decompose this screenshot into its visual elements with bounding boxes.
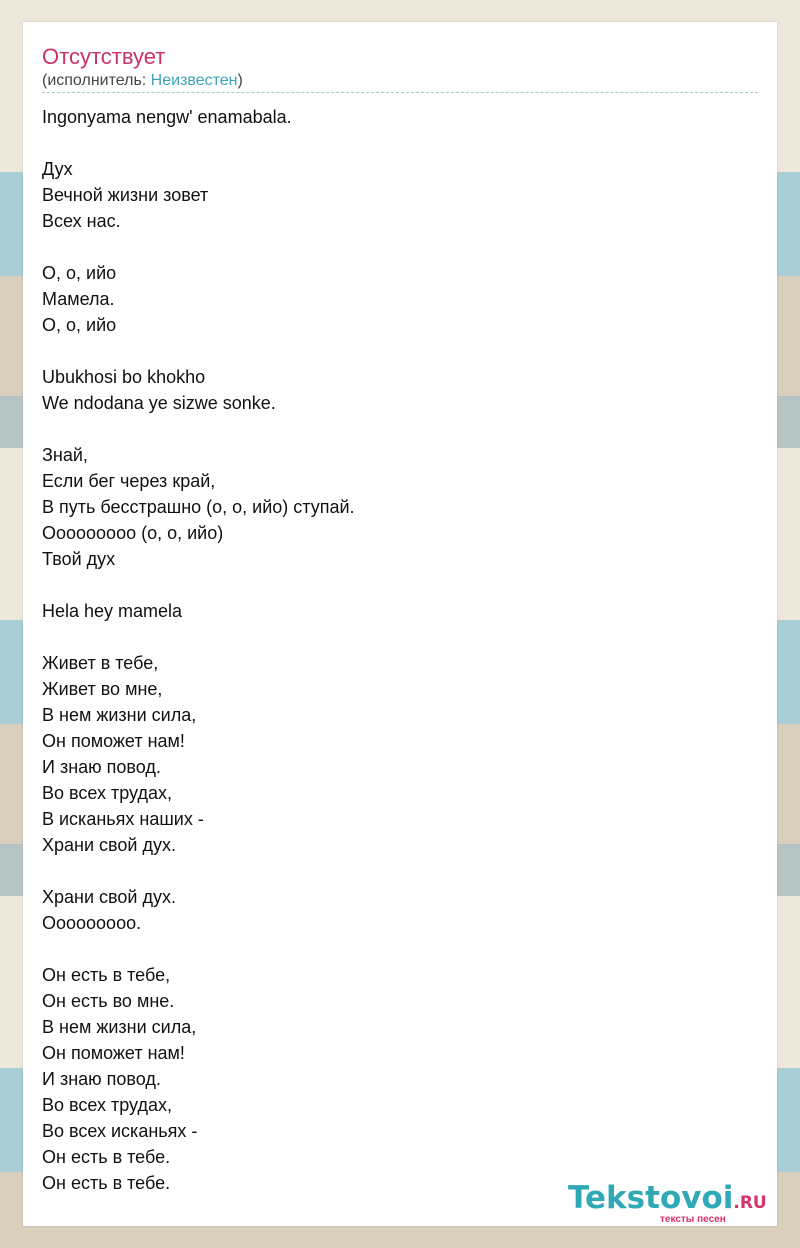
artist-suffix: ) <box>237 72 243 89</box>
logo-wordmark <box>568 1180 767 1216</box>
lyrics-line: Во всех трудах, <box>42 783 172 803</box>
logo-tld: .RU <box>733 1193 767 1213</box>
lyrics-stanza <box>42 364 758 416</box>
lyrics-line: Он есть в тебе, <box>42 965 171 985</box>
lyrics-line: Hela hey mamela <box>42 601 183 621</box>
lyrics-line: Дух <box>42 159 73 179</box>
lyrics-line: В нем жизни сила, <box>42 705 197 725</box>
lyrics-stanza <box>42 260 758 338</box>
lyrics-line: Всех нас. <box>42 211 121 231</box>
lyrics-line: Знай, <box>42 445 88 465</box>
lyrics-line: Ubukhosi bo khokho <box>42 367 206 387</box>
lyrics-line: Твой дух <box>42 549 116 569</box>
lyrics-card <box>23 22 777 1226</box>
artist-link[interactable]: Неизвестен <box>150 72 238 89</box>
lyrics-line: И знаю повод. <box>42 1069 161 1089</box>
lyrics-line: В нем жизни сила, <box>42 1017 197 1037</box>
lyrics-line: В исканьях наших - <box>42 809 204 829</box>
lyrics-line: Ооооооооо. <box>42 913 142 933</box>
lyrics-text <box>42 104 758 1222</box>
lyrics-stanza <box>42 442 758 572</box>
lyrics-line: Ооооооооо (о, о, ийо) <box>42 523 224 543</box>
lyrics-stanza <box>42 104 758 130</box>
lyrics-line: О, о, ийо <box>42 315 117 335</box>
artist-line <box>42 72 243 90</box>
lyrics-line: Храни свой дух. <box>42 887 176 907</box>
lyrics-line: О, о, ийо <box>42 263 117 283</box>
song-title: Отсутствует <box>42 44 166 69</box>
lyrics-stanza <box>42 962 758 1196</box>
lyrics-line: И знаю повод. <box>42 757 161 777</box>
lyrics-line: Вечной жизни зовет <box>42 185 209 205</box>
lyrics-line: Мамела. <box>42 289 115 309</box>
lyrics-line: В путь бесстрашно (о, о, ийо) ступай. <box>42 497 355 517</box>
lyrics-stanza <box>42 156 758 234</box>
lyrics-line: Ingonyama nengw' enamabala. <box>42 107 292 127</box>
logo-tagline: тексты песен <box>660 1214 726 1225</box>
logo-main-text: Tekstovoi <box>568 1180 734 1216</box>
lyrics-line: Если бег через край, <box>42 471 216 491</box>
lyrics-line: We ndodana ye sizwe sonke. <box>42 393 276 413</box>
site-logo[interactable] <box>568 1180 773 1225</box>
lyrics-line: Он есть в тебе. <box>42 1173 171 1193</box>
lyrics-line: Живет во мне, <box>42 679 163 699</box>
lyrics-line: Он есть в тебе. <box>42 1147 171 1167</box>
lyrics-line: Он поможет нам! <box>42 1043 185 1063</box>
lyrics-line: Живет в тебе, <box>42 653 159 673</box>
lyrics-stanza <box>42 598 758 624</box>
lyrics-stanza <box>42 650 758 858</box>
artist-prefix: (исполнитель: <box>42 72 151 89</box>
lyrics-line: Храни свой дух. <box>42 835 176 855</box>
lyrics-line: Он есть во мне. <box>42 991 175 1011</box>
lyrics-stanza <box>42 884 758 936</box>
lyrics-line: Он поможет нам! <box>42 731 185 751</box>
header-divider <box>42 92 758 93</box>
lyrics-line: Во всех исканьях - <box>42 1121 198 1141</box>
lyrics-line: Во всех трудах, <box>42 1095 172 1115</box>
